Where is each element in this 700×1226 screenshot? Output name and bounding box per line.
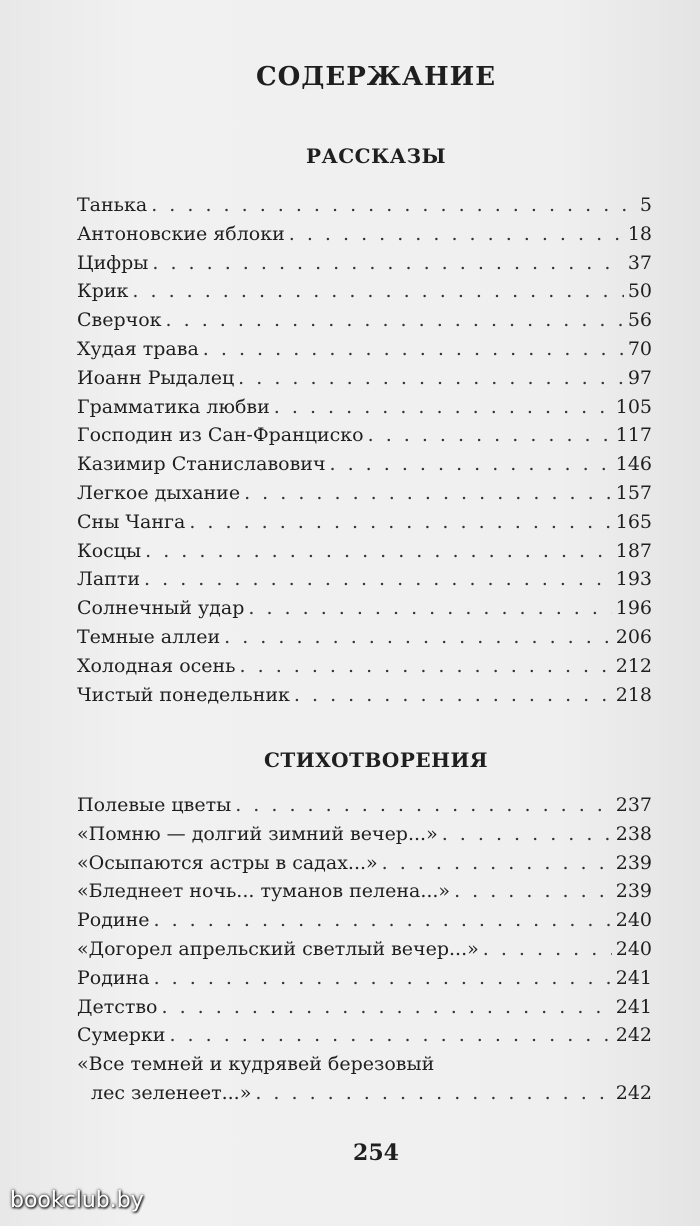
toc-entry: [77, 453, 652, 482]
entry-title: Чистый понедельник: [77, 683, 290, 706]
entry-line2: [77, 1082, 652, 1111]
section-title-poems: СТИХОТВОРЕНИЯ: [263, 748, 489, 772]
page-number: 254: [353, 1140, 399, 1166]
entry-title: Антоновские яблоки: [77, 222, 285, 245]
dot-leader: [152, 252, 623, 274]
toc-entry: [77, 597, 652, 626]
toc-entry: [77, 568, 652, 597]
entry-title: Холодная осень: [77, 654, 236, 677]
site-watermark: bookclub.by: [10, 1188, 144, 1213]
entry-page: 5: [639, 194, 652, 216]
dot-leader: [132, 280, 623, 302]
dot-leader: [151, 194, 636, 216]
entry-title: Родине: [77, 909, 150, 932]
toc-stories-list: [77, 194, 652, 712]
entry-title: Детство: [77, 995, 158, 1018]
entry-title: Сверчок: [77, 309, 162, 332]
toc-entry: [77, 252, 652, 281]
entry-page: 105: [615, 395, 652, 418]
entry-page: 187: [615, 539, 652, 562]
entry-title-line2: лес зеленеет...»: [91, 1081, 252, 1104]
entry-title: Солнечный удар: [77, 597, 245, 620]
toc-entry: [77, 996, 652, 1025]
entry-title: «Догорел апрельский светлый вечер...»: [77, 937, 479, 960]
entry-title: «Помню — долгий зимний вечер...»: [77, 822, 438, 845]
toc-entry: [77, 684, 652, 713]
entry-page: 165: [615, 510, 652, 533]
entry-page: 157: [615, 481, 652, 504]
entry-title: Родина: [77, 966, 150, 989]
dot-leader: [442, 823, 612, 845]
toc-entry: [77, 880, 652, 909]
entry-page: 237: [615, 794, 652, 816]
toc-entry: [77, 967, 652, 996]
entry-page: 240: [615, 937, 652, 960]
toc-entry: [77, 909, 652, 938]
toc-entry: [77, 626, 652, 655]
toc-entry: [77, 1024, 652, 1053]
entry-page: 238: [615, 822, 652, 845]
dot-leader: [330, 453, 612, 475]
toc-entry: [77, 794, 652, 823]
toc-entry: [77, 852, 652, 881]
toc-entry: [77, 424, 652, 453]
toc-entry: [77, 938, 652, 967]
entry-page: 193: [615, 568, 652, 591]
entry-page: 239: [615, 851, 652, 874]
toc-entry: [77, 823, 652, 852]
entry-title: «Бледнеет ночь... туманов пелена...»: [77, 880, 451, 903]
dot-leader: [154, 967, 612, 989]
dot-leader: [162, 996, 612, 1018]
toc-poems-list: [77, 794, 652, 1111]
toc-entry: [77, 482, 652, 511]
dot-leader: [382, 852, 612, 874]
entry-title: Худая трава: [77, 337, 199, 360]
toc-entry: [77, 540, 652, 569]
toc-entry: [77, 309, 652, 338]
entry-title: Сны Чанга: [77, 510, 186, 533]
entry-title: Полевые цветы: [77, 794, 232, 816]
entry-page: 97: [627, 366, 652, 389]
entry-title: Лапти: [77, 568, 141, 591]
toc-entry: [77, 280, 652, 309]
dot-leader: [289, 223, 624, 245]
entry-page: 242: [615, 1081, 652, 1104]
entry-title: Легкое дыхание: [77, 481, 241, 504]
entry-page: 146: [615, 453, 652, 476]
dot-leader: [244, 482, 612, 504]
entry-page: 239: [615, 880, 652, 903]
toc-entry: [77, 655, 652, 684]
dot-leader: [294, 684, 612, 706]
entry-page: 241: [615, 995, 652, 1018]
entry-page: 206: [615, 625, 652, 648]
dot-leader: [154, 909, 612, 931]
toc-entry: [77, 511, 652, 540]
dot-leader: [203, 338, 624, 360]
dot-leader: [145, 540, 612, 562]
entry-title: Грамматика любви: [77, 395, 270, 418]
dot-leader: [248, 597, 611, 619]
dot-leader: [224, 626, 612, 648]
entry-title: Иоанн Рыдалец: [77, 366, 235, 389]
toc-entry: [77, 338, 652, 367]
entry-page: 242: [615, 1024, 652, 1047]
entry-title: Сумерки: [77, 1024, 166, 1047]
entry-page: 196: [615, 597, 652, 620]
toc-entry: [77, 223, 652, 252]
entry-title: Казимир Станиславович: [77, 453, 326, 476]
section-title-stories: РАССКАЗЫ: [305, 144, 447, 168]
entry-page: 56: [627, 309, 652, 332]
toc-entry-multiline: [77, 1053, 652, 1111]
entry-page: 50: [627, 280, 652, 303]
dot-leader: [255, 1082, 611, 1104]
entry-page: 18: [627, 222, 652, 245]
toc-entry: [77, 396, 652, 425]
entry-title: Темные аллеи: [77, 625, 221, 648]
entry-page: 37: [627, 251, 652, 274]
entry-title: Господин из Сан-Франциско: [77, 424, 364, 447]
entry-page: 240: [615, 909, 652, 932]
entry-title: Крик: [77, 280, 129, 303]
dot-leader: [235, 794, 612, 816]
toc-entry: [77, 367, 652, 396]
dot-leader: [144, 568, 612, 590]
dot-leader: [483, 938, 612, 960]
entry-title-line1: «Все темней и кудрявей березовый: [77, 1053, 435, 1076]
dot-leader: [169, 1024, 611, 1046]
page-title: СОДЕРЖАНИЕ: [255, 62, 497, 92]
entry-title: Цифры: [77, 251, 149, 274]
dot-leader: [454, 880, 612, 902]
entry-title: Танька: [77, 194, 148, 216]
dot-leader: [240, 655, 612, 677]
entry-page: 117: [615, 424, 652, 447]
entry-page: 218: [615, 683, 652, 706]
dot-leader: [274, 396, 612, 418]
dot-leader: [166, 309, 624, 331]
entry-page: 212: [615, 654, 652, 677]
toc-entry: [77, 194, 652, 223]
entry-page: 241: [615, 966, 652, 989]
entry-page: 70: [627, 337, 652, 360]
dot-leader: [238, 367, 624, 389]
entry-title: Косцы: [77, 539, 142, 562]
entry-title: «Осыпаются астры в садах...»: [77, 851, 378, 874]
dot-leader: [189, 511, 611, 533]
dot-leader: [368, 424, 612, 446]
